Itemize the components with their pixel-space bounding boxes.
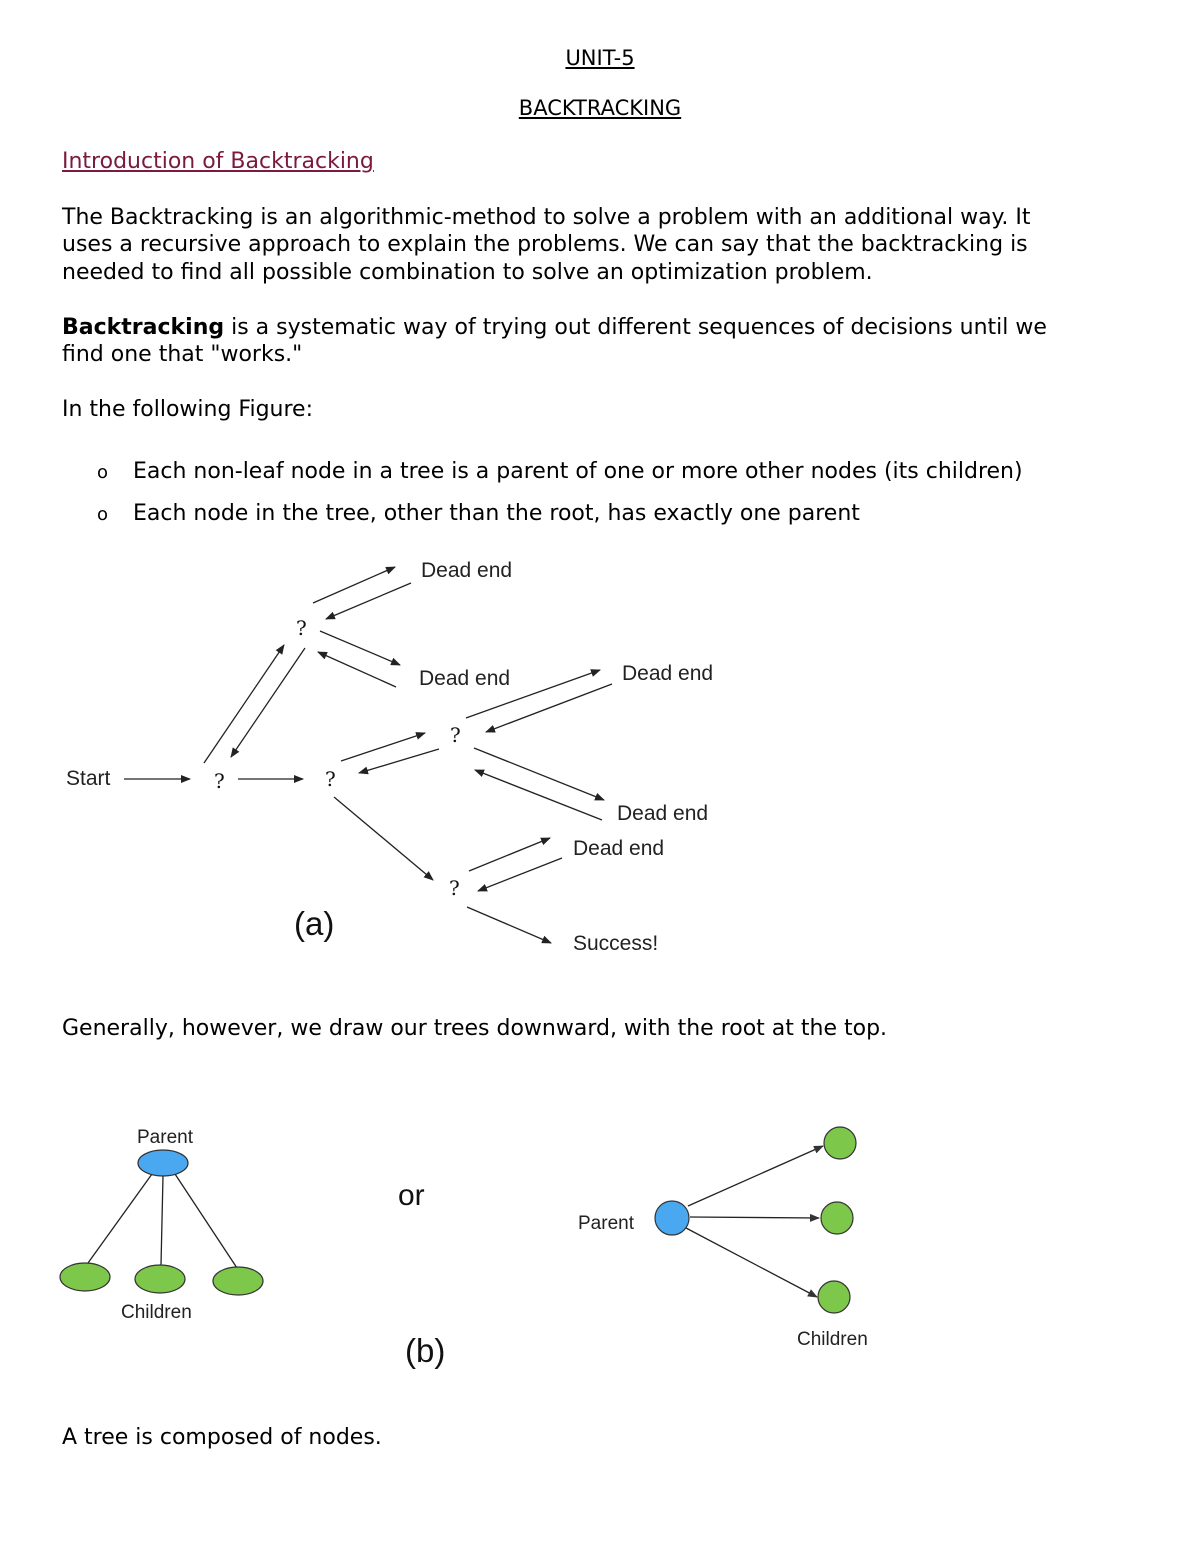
arrow-back bbox=[318, 652, 396, 687]
parent-label: Parent bbox=[137, 1127, 193, 1148]
tree-edge bbox=[88, 1174, 152, 1263]
definition-line-2: find one that "works." bbox=[62, 342, 303, 367]
unit-title: UNIT-5 bbox=[565, 46, 635, 70]
figure-b-parent-children bbox=[0, 1100, 1200, 1380]
tree-edge bbox=[686, 1228, 817, 1297]
arrow bbox=[469, 838, 550, 871]
child-node bbox=[135, 1265, 185, 1293]
paragraph-line: The Backtracking is an algorithmic-method to solve a problem with an additional way. It bbox=[62, 205, 1031, 230]
success-label: Success! bbox=[573, 932, 659, 955]
arrow-back bbox=[231, 648, 305, 757]
dead-end-label: Dead end bbox=[622, 662, 714, 685]
child-node bbox=[824, 1127, 856, 1159]
arrow bbox=[320, 631, 400, 665]
children-label: Children bbox=[121, 1302, 192, 1323]
tree-edge bbox=[175, 1174, 237, 1268]
horizontal-tree bbox=[578, 1127, 868, 1350]
figure-b-caption: (b) bbox=[405, 1332, 446, 1369]
bold-term: Backtracking bbox=[62, 315, 225, 340]
dead-end-label: Dead end bbox=[617, 802, 709, 825]
topic-title: BACKTRACKING bbox=[518, 96, 682, 120]
tree-edge bbox=[690, 1217, 819, 1218]
paragraph-tree-nodes: A tree is composed of nodes. bbox=[62, 1425, 382, 1450]
child-node bbox=[60, 1263, 110, 1291]
paragraph-trees-downward: Generally, however, we draw our trees downward, with the root at the top. bbox=[62, 1016, 888, 1041]
parent-node bbox=[655, 1201, 689, 1235]
parent-label: Parent bbox=[578, 1213, 634, 1234]
arrow-back bbox=[326, 583, 411, 619]
figure-intro: In the following Figure: bbox=[62, 397, 314, 422]
child-node bbox=[821, 1202, 853, 1234]
child-node bbox=[818, 1281, 850, 1313]
arrow-back bbox=[475, 770, 602, 820]
arrow-back bbox=[478, 858, 562, 891]
definition-line bbox=[62, 314, 1047, 342]
bullet-item: Each non-leaf node in a tree is a parent of one or more other nodes (its children) bbox=[133, 459, 1023, 484]
arrow bbox=[334, 797, 433, 880]
bullet-item: Each node in the tree, other than the root, has exactly one parent bbox=[133, 501, 860, 526]
dead-end-label: Dead end bbox=[421, 559, 513, 582]
node-upper: ? bbox=[296, 616, 307, 640]
node-middle: ? bbox=[325, 767, 336, 791]
arrow bbox=[467, 907, 551, 943]
node-mid-upper: ? bbox=[450, 723, 461, 747]
arrow bbox=[204, 645, 284, 763]
arrow bbox=[474, 748, 604, 800]
bullet-marker: o bbox=[97, 462, 109, 483]
dead-end-label: Dead end bbox=[419, 667, 511, 690]
parent-node bbox=[138, 1150, 188, 1176]
or-label: or bbox=[398, 1179, 425, 1212]
tree-edge bbox=[161, 1176, 163, 1265]
arrow-back bbox=[486, 684, 612, 732]
start-label: Start bbox=[66, 767, 111, 790]
definition-text: is a systematic way of trying out different sequences of decisions until we bbox=[224, 315, 1047, 340]
arrow-back bbox=[359, 749, 439, 773]
dead-end-label: Dead end bbox=[573, 837, 665, 860]
paragraph-line: needed to find all possible combination to solve an optimization problem. bbox=[62, 260, 873, 285]
paragraph-line: uses a recursive approach to explain the problems. We can say that the backtracking is bbox=[62, 232, 1028, 257]
bullet-marker: o bbox=[97, 504, 109, 525]
vertical-tree bbox=[60, 1127, 263, 1323]
children-label: Children bbox=[797, 1329, 868, 1350]
figure-a-backtracking-tree bbox=[0, 540, 1200, 970]
figure-a-edges bbox=[124, 567, 612, 943]
arrow bbox=[313, 567, 395, 603]
node-root: ? bbox=[214, 769, 225, 793]
node-lower: ? bbox=[449, 876, 460, 900]
figure-a-caption: (a) bbox=[294, 905, 335, 942]
child-node bbox=[213, 1267, 263, 1295]
section-heading: Introduction of Backtracking bbox=[62, 149, 374, 174]
tree-edge bbox=[688, 1146, 823, 1206]
